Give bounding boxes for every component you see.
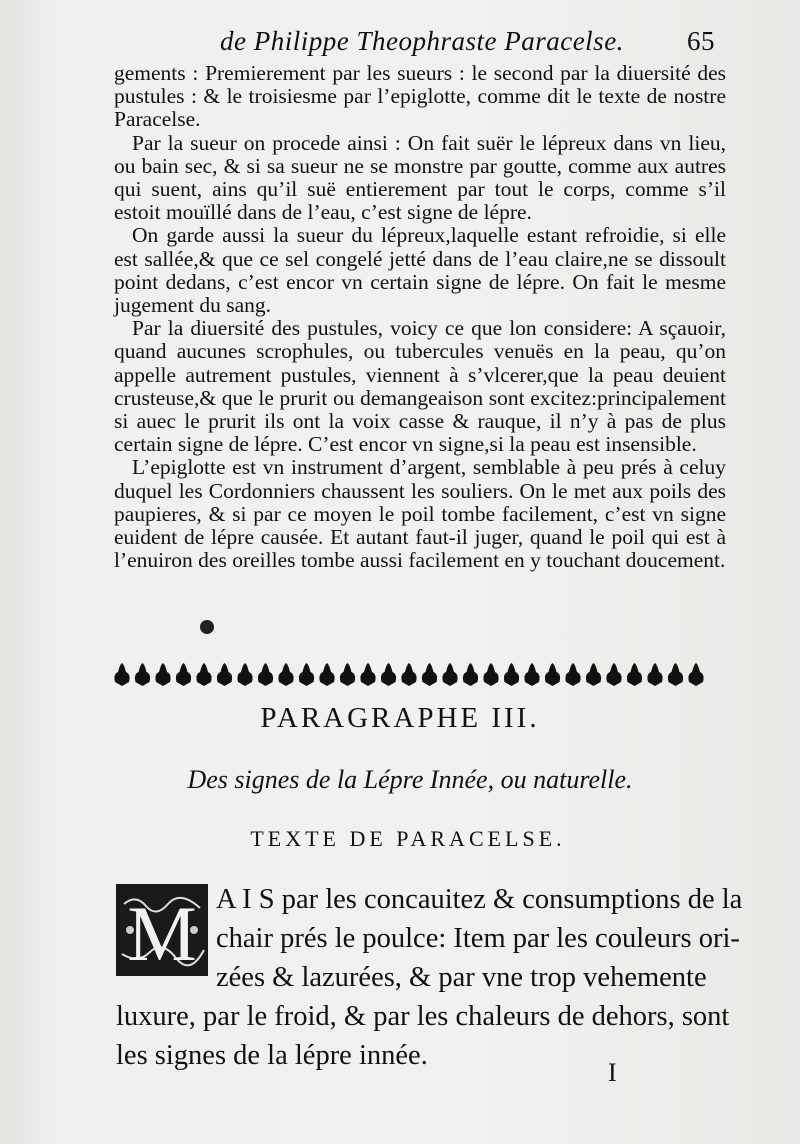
fleuron — [135, 663, 150, 686]
fleuron — [524, 663, 539, 686]
quote-line: A I S par les concauitez & consumptions de la — [216, 884, 743, 915]
fleuron — [463, 663, 478, 686]
quote-line: chair prés le poulce: Item par les couleurs ori- — [216, 923, 740, 954]
fleuron-band — [114, 660, 716, 690]
fleuron — [401, 663, 416, 686]
fleuron — [237, 663, 252, 686]
fleuron — [381, 663, 396, 686]
section-subtitle: Des signes de la Lépre Innée, ou naturelle. — [187, 765, 633, 794]
fleuron — [422, 663, 437, 686]
text-heading: TEXTE DE PARACELSE. — [250, 826, 566, 851]
fleuron — [319, 663, 334, 686]
paragraph: Par la diuersité des pustules, voicy ce que lon considere: A sçauoir, quand aucunes scrophules, ou tubercules venuës en la peau, qu’on appelle autrement pustules, viennent à s’vlcerer,que la peau deuient crusteuse,& que le prurit ou demangeaison sont excitez:principalement si auec le prurit ils ont la voix casse & rauque, il n’y à pas de plus certain signe de lépre. C’est encor vn signe,si la peau est insensible. — [114, 316, 726, 457]
running-header — [115, 26, 735, 60]
paragraph: L’epiglotte est vn instrument d’argent, semblable à peu prés à celuy duquel les Cordonniers chaussent les souliers. On le met aux poils des paupieres, & si par ce moyen le poil tombe facilement, c’est vn signe euident de lépre causée. Et autant faut-il juger, quand le poil qui est à l’enuiron des oreilles tombe aussi facilement en y touchant doucement. — [114, 455, 726, 573]
fleuron — [155, 663, 170, 686]
quote-line: les signes de la lépre innée. — [116, 1040, 428, 1071]
signature-mark: I — [608, 1058, 617, 1087]
fleuron — [176, 663, 191, 686]
fleuron — [258, 663, 273, 686]
fleuron — [545, 663, 560, 686]
paragraph: gements : Premierement par les sueurs : le second par la diuersité des pustules : & le troisiesme par l’epiglotte, comme dit le texte de nostre Paracelse. — [114, 61, 726, 132]
quote-line: luxure, par le froid, & par les chaleurs de dehors, sont — [116, 1001, 730, 1032]
paracelsus-quote — [116, 880, 743, 1075]
dropcap-letter: M — [127, 890, 197, 976]
fleuron — [483, 663, 498, 686]
section-heading: PARAGRAPHE III. — [260, 702, 540, 734]
fleuron — [340, 663, 355, 686]
fleuron — [299, 663, 314, 686]
running-title: de Philippe Theophraste Paracelse. — [220, 26, 624, 56]
ink-blot — [200, 620, 214, 634]
fleuron — [586, 663, 601, 686]
fleuron — [196, 663, 211, 686]
fleuron — [217, 663, 232, 686]
paragraph: Par la sueur on procede ainsi : On fait suër le lépreux dans vn lieu, ou bain sec, & si sa sueur ne se monstre par goutte, comme aux autres qui suent, ains qu’il suë entierement par tout le corps, comme s’il estoit mouïllé dans de l’eau, c’est signe de lépre. — [114, 130, 726, 225]
fleuron — [442, 663, 457, 686]
fleuron — [668, 663, 683, 686]
fleuron — [627, 663, 642, 686]
fleuron — [647, 663, 662, 686]
body-text — [114, 62, 726, 572]
fleuron — [688, 663, 703, 686]
fleuron — [504, 663, 519, 686]
fleuron — [360, 663, 375, 686]
page-number: 65 — [687, 26, 715, 56]
paragraph: On garde aussi la sueur du lépreux,laquelle estant refroidie, si elle est sallée,& que ce sel congelé jetté dans de l’eau claire,ne se dissoult point dedans, c’est encor vn certain signe de lépre. On fait le mesme jugement du sang. — [114, 223, 726, 318]
fleuron — [565, 663, 580, 686]
fleuron — [278, 663, 293, 686]
fleuron — [114, 663, 129, 686]
quote-line: zées & lazurées, & par vne trop vehemente — [216, 962, 707, 993]
fleuron — [606, 663, 621, 686]
